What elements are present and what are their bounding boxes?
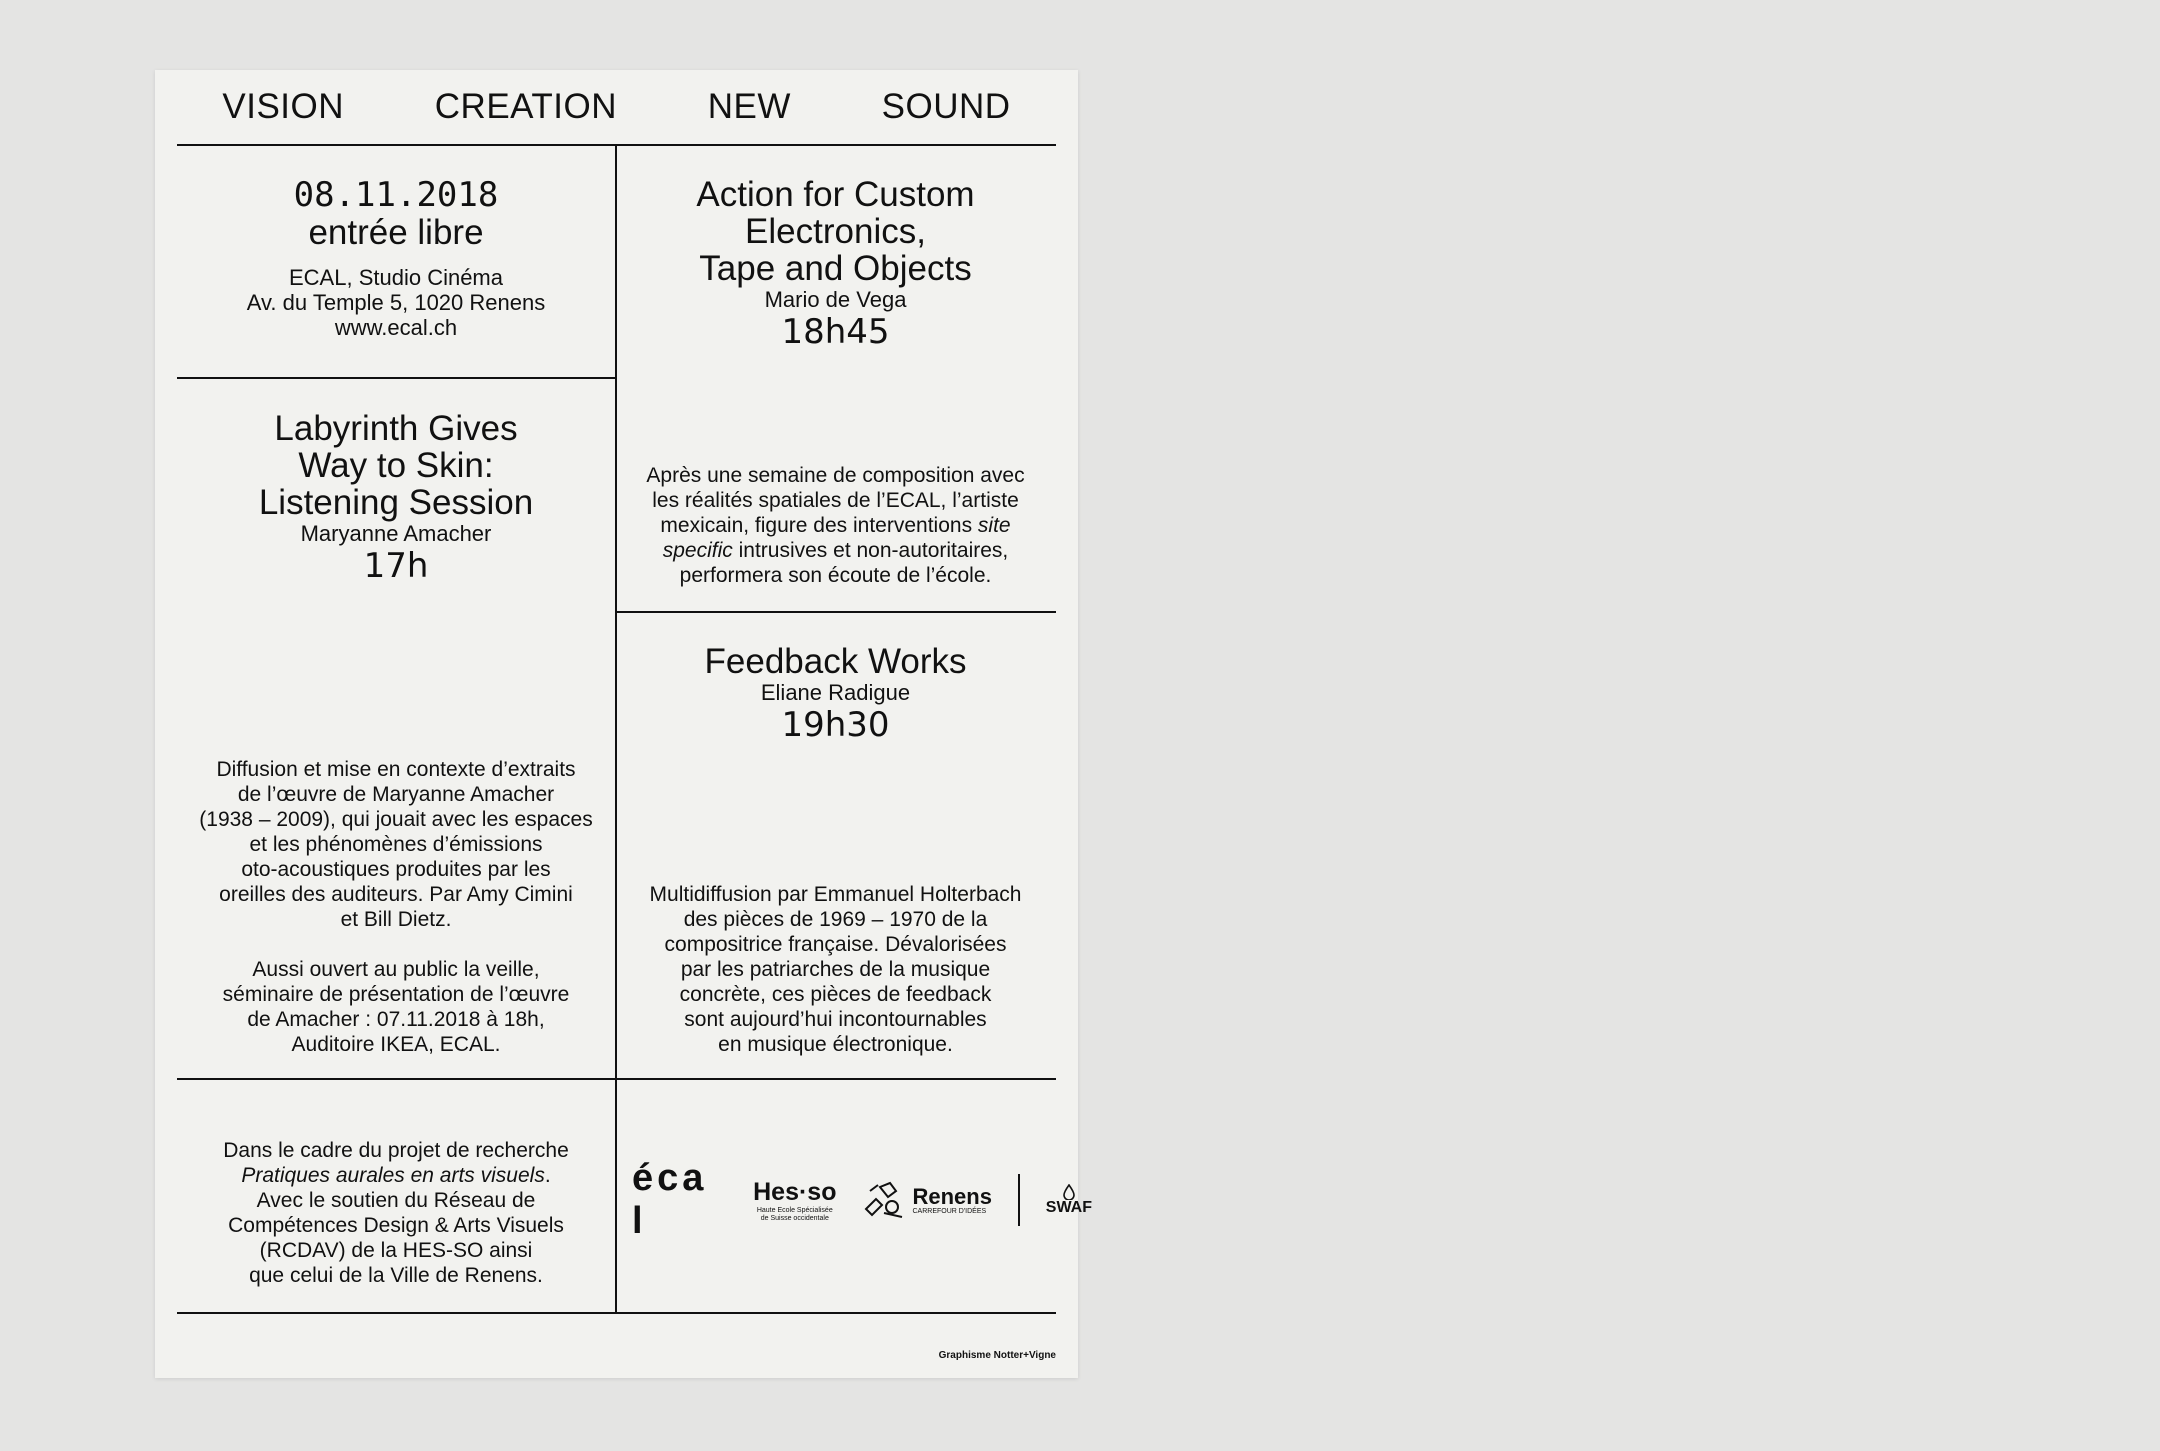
renens-wordmark: Renens	[912, 1183, 992, 1209]
event2-title: Tape and Objects	[699, 249, 972, 288]
rule-left-1	[177, 377, 615, 379]
text-line: par les patriarches de la musique	[680, 958, 991, 981]
text-line: sont aujourd’hui incontournables	[684, 1008, 987, 1031]
event1-title: Way to Skin:	[298, 446, 494, 485]
nav-creation: CREATION	[434, 87, 618, 126]
event2-header	[615, 176, 1056, 352]
text-line: Dans le cadre du projet de recherche	[223, 1139, 569, 1162]
event1-time: 17h	[363, 546, 429, 586]
text-line	[177, 1163, 615, 1188]
text-line: Compétences Design & Arts Visuels	[228, 1214, 564, 1237]
text-line: de Amacher : 07.11.2018 à 18h,	[247, 1008, 545, 1031]
address-line: ECAL, Studio Cinéma	[289, 265, 503, 290]
text-line: de l’œuvre de Maryanne Amacher	[237, 783, 555, 806]
address-line: Av. du Temple 5, 1020 Renens	[246, 290, 546, 315]
text-line: Aussi ouvert au public la veille,	[252, 958, 540, 981]
event2-artist: Mario de Vega	[764, 287, 907, 312]
top-nav	[177, 70, 1056, 144]
hes-so-subtitle: Haute Ecole Spécialisée	[756, 1206, 833, 1214]
event3-header	[615, 643, 1056, 745]
text-line: performera son écoute de l’école.	[679, 564, 992, 587]
nav-new: NEW	[707, 87, 791, 126]
italic-fragment: site	[977, 514, 1011, 537]
rule-right-1	[615, 611, 1056, 613]
text-fragment: .	[544, 1164, 551, 1187]
text-line: oto-acoustiques produites par les	[241, 858, 551, 881]
hes-so-wordmark: Hes·so	[753, 1177, 837, 1206]
text-line: que celui de la Ville de Renens.	[249, 1264, 543, 1287]
drop-icon	[1062, 1184, 1076, 1200]
text-line	[615, 538, 1056, 563]
text-line: et les phénomènes d’émissions	[249, 833, 543, 856]
text-line: Auditoire IKEA, ECAL.	[291, 1033, 501, 1056]
italic-fragment: Pratiques aurales en arts visuels	[241, 1164, 545, 1187]
text-line: Diffusion et mise en contexte d’extraits	[216, 758, 576, 781]
event2-time: 18h45	[781, 312, 890, 352]
rule-bottom	[177, 1312, 1056, 1314]
event2-title: Action for Custom	[696, 175, 975, 214]
text-line: les réalités spatiales de l’ECAL, l’artiste	[652, 489, 1019, 512]
renens-logo	[862, 1179, 991, 1221]
text-line: concrète, ces pièces de feedback	[679, 983, 992, 1006]
ecal-logo: éca l	[632, 1157, 708, 1242]
event3-time: 19h30	[781, 705, 890, 745]
text-line: des pièces de 1969 – 1970 de la	[683, 908, 988, 931]
text-line: Multidiffusion par Emmanuel Holterbach	[649, 883, 1022, 906]
italic-fragment: specific	[662, 539, 733, 562]
text-line: (RCDAV) de la HES-SO ainsi	[259, 1239, 533, 1262]
nav-sound: SOUND	[881, 87, 1011, 126]
nav-vision: VISION	[222, 87, 345, 126]
event1-title: Listening Session	[258, 483, 534, 522]
event3-artist: Eliane Radigue	[760, 680, 911, 705]
renens-emblem-icon	[862, 1179, 908, 1221]
text-line: (1938 – 2009), qui jouait avec les espaces	[199, 808, 593, 831]
text-line: oreilles des auditeurs. Par Amy Cimini	[219, 883, 573, 906]
funding-note	[177, 1138, 615, 1288]
event2-description	[615, 463, 1056, 588]
text-fragment: mexicain, figure des interventions	[660, 514, 978, 537]
renens-tagline: CARREFOUR D'IDÉES	[912, 1207, 987, 1215]
event1-artist: Maryanne Amacher	[300, 521, 492, 546]
event1-description	[177, 757, 615, 1057]
event-date: 08.11.2018	[293, 175, 499, 215]
event2-title: Electronics,	[745, 212, 926, 251]
event3-title: Feedback Works	[704, 642, 967, 681]
text-line: Avec le soutien du Réseau de	[256, 1189, 536, 1212]
design-credit: Graphisme Notter+Vigne	[938, 1350, 1056, 1361]
entry-label: entrée libre	[308, 213, 484, 252]
text-line: séminaire de présentation de l’œuvre	[222, 983, 570, 1006]
website: www.ecal.ch	[334, 315, 458, 340]
text-line: en musique électronique.	[718, 1033, 953, 1056]
partner-logos	[632, 1157, 1092, 1242]
text-line: compositrice française. Dévalorisées	[664, 933, 1007, 956]
swaf-logo	[1046, 1184, 1092, 1216]
text-line: Après une semaine de composition avec	[646, 464, 1025, 487]
text-line	[615, 513, 1056, 538]
event1-title: Labyrinth Gives	[274, 409, 518, 448]
event1-header	[177, 410, 615, 586]
event3-description	[615, 882, 1056, 1057]
logo-divider	[1018, 1174, 1020, 1226]
info-cell	[177, 176, 615, 340]
hes-so-logo	[753, 1178, 836, 1223]
hes-so-subtitle: de Suisse occidentale	[760, 1214, 829, 1222]
text-line: et Bill Dietz.	[340, 908, 452, 931]
swaf-wordmark: SWAF	[1045, 1199, 1092, 1216]
text-fragment: intrusives et non-autoritaires,	[732, 539, 1009, 562]
rule-mid	[177, 1078, 1056, 1080]
